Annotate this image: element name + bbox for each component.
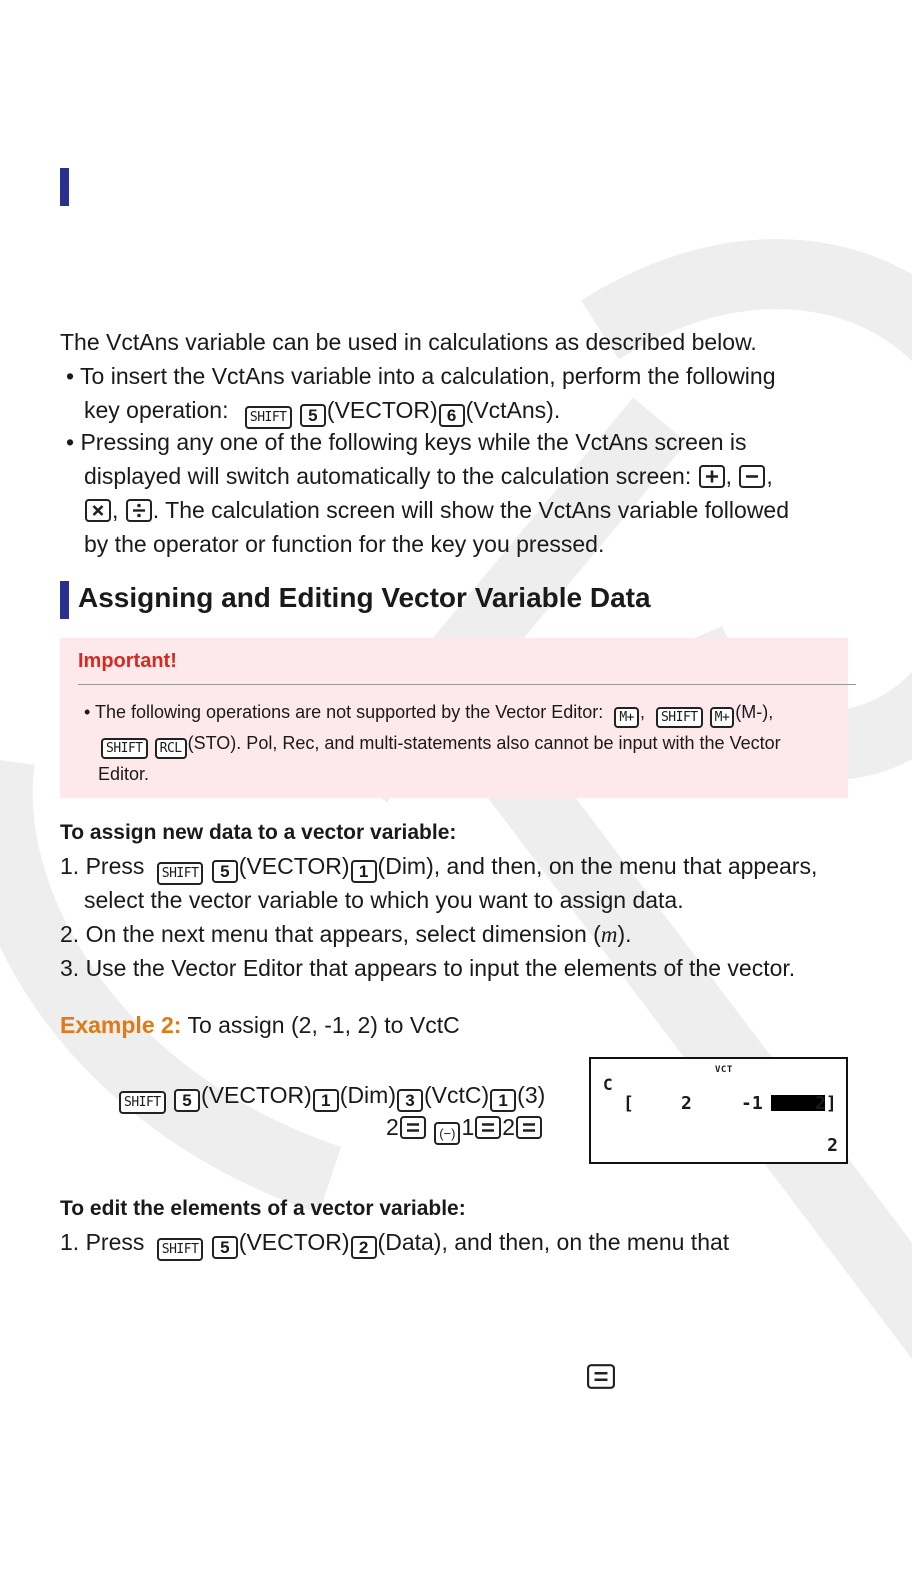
lcd-vct-indicator: VCT xyxy=(715,1065,733,1075)
bullet-2-text-b: displayed will switch automatically to the calculation screen: xyxy=(84,463,692,489)
example-label: Example 2: xyxy=(60,1012,182,1038)
dim-label: (Dim), and then, on the menu that appears, xyxy=(377,853,818,879)
assign-step-3: 3. Use the Vector Editor that appears to input the elements of the vector. xyxy=(60,955,796,981)
divide-key-icon xyxy=(126,499,152,522)
bullet-2-text-c: . The calculation screen will show the VctAns variable followed xyxy=(152,497,790,523)
edit-heading: To edit the elements of a vector variable: xyxy=(60,1197,466,1220)
equals-key-icon xyxy=(516,1116,542,1139)
rcl-key: RCL xyxy=(155,738,187,759)
shift-key: SHIFT xyxy=(656,707,703,728)
bullet-1: • To insert the VctAns variable into a calculation, perform the following xyxy=(66,363,776,389)
bullet-2-text: Pressing any one of the following keys while the VctAns screen is xyxy=(80,429,747,455)
step-2-close: ). xyxy=(617,921,632,947)
shift-key: SHIFT xyxy=(157,862,204,885)
bullet-2-line-4: by the operator or function for the key you pressed. xyxy=(84,531,605,557)
plus-key-icon xyxy=(699,465,725,488)
bullet-1-text: To insert the VctAns variable into a calculation, perform the following xyxy=(80,363,776,389)
equals-key-icon xyxy=(400,1116,426,1139)
lcd-element-3: 2] xyxy=(815,1093,837,1114)
important-text-2: (STO). Pol, Rec, and multi-statements also cannot be input with the Vector xyxy=(187,733,781,753)
dim-3-label: (3) xyxy=(517,1082,546,1108)
key-5: 5 xyxy=(174,1089,200,1112)
section-title: Assigning and Editing Vector Variable Data xyxy=(78,582,651,613)
vector-label: (VECTOR) xyxy=(201,1082,312,1108)
key-1: 1 xyxy=(351,860,377,883)
input-2: 2 xyxy=(386,1114,399,1140)
key-3: 3 xyxy=(397,1089,423,1112)
vector-label: (VECTOR) xyxy=(326,397,438,423)
lcd-row-open: [ xyxy=(623,1093,634,1114)
important-title: Important! xyxy=(78,650,177,672)
example-keystrokes-2 xyxy=(386,1110,543,1145)
important-text-1: The following operations are not supported by the Vector Editor: xyxy=(94,702,604,722)
data-label: (Data), and then, on the menu that xyxy=(377,1229,730,1255)
equals-key-icon xyxy=(587,1364,615,1389)
assign-step-1 xyxy=(60,849,817,885)
multiply-key-icon xyxy=(85,499,111,522)
press-label: 1. Press xyxy=(60,853,145,879)
key-1: 1 xyxy=(490,1089,516,1112)
negative-key: (−) xyxy=(434,1122,460,1145)
calculator-lcd-screen xyxy=(589,1057,848,1164)
key-1: 1 xyxy=(313,1089,339,1112)
lcd-input-value: 2 xyxy=(827,1135,838,1156)
key-5: 5 xyxy=(212,860,238,883)
step-2-text: 2. On the next menu that appears, select dimension ( xyxy=(60,921,601,947)
shift-key: SHIFT xyxy=(157,1238,204,1261)
key-5: 5 xyxy=(300,404,326,427)
mplus-key: M+ xyxy=(614,707,639,728)
key-6: 6 xyxy=(439,404,465,427)
vector-label: (VECTOR) xyxy=(238,853,350,879)
section-heading-bar xyxy=(60,581,69,619)
assign-step-2 xyxy=(60,917,632,952)
mminus-label: (M-), xyxy=(735,702,774,722)
input-1: 1 xyxy=(461,1114,475,1140)
assign-heading: To assign new data to a vector variable: xyxy=(60,821,457,844)
lcd-element-2: -1 xyxy=(741,1093,763,1114)
bullet-1-line-2 xyxy=(84,393,560,429)
shift-key: SHIFT xyxy=(119,1091,166,1114)
mplus-key-2: M+ xyxy=(710,707,735,728)
dim-label: (Dim) xyxy=(339,1082,396,1108)
dimension-m: m xyxy=(600,922,618,947)
bullet-2: • Pressing any one of the following keys while the VctAns screen is xyxy=(66,429,747,455)
important-line-1: • The following operations are not supported by the Vector Editor: M+ , SHIFT M+ (M-), xyxy=(84,697,773,728)
shift-key-2: SHIFT xyxy=(101,738,148,759)
bullet-2-line-3: , . The calculation screen will show the VctAns variable followed xyxy=(84,493,789,527)
input-2: 2 xyxy=(502,1114,516,1140)
vctans-label: (VctAns). xyxy=(465,397,561,423)
key-operation-label: key operation: xyxy=(84,397,229,423)
edit-step-1 xyxy=(60,1225,729,1261)
important-line-2 xyxy=(100,728,781,759)
shift-key: SHIFT xyxy=(245,406,292,429)
press-label: 1. Press xyxy=(60,1229,145,1255)
vctc-label: (VctC) xyxy=(423,1082,490,1108)
lcd-element-1: 2 xyxy=(681,1093,692,1114)
lcd-variable-label: C xyxy=(603,1075,613,1094)
vector-label: (VECTOR) xyxy=(238,1229,350,1255)
top-heading-bar xyxy=(60,168,69,206)
key-2: 2 xyxy=(351,1236,377,1259)
bullet-2-line-2: displayed will switch automatically to the calculation screen: , , xyxy=(84,463,773,489)
equals-key-icon xyxy=(475,1116,501,1139)
assign-step-1-b: select the vector variable to which you want to assign data. xyxy=(84,887,684,913)
example-line xyxy=(60,1008,460,1042)
example-text: To assign (2, -1, 2) to VctC xyxy=(187,1012,460,1038)
example-keystrokes-1 xyxy=(118,1078,545,1114)
key-5: 5 xyxy=(212,1236,238,1259)
important-line-3: Editor. xyxy=(98,764,150,784)
minus-key-icon xyxy=(739,465,765,488)
intro-line: The VctAns variable can be used in calculations as described below. xyxy=(60,329,757,355)
important-divider xyxy=(78,684,856,685)
